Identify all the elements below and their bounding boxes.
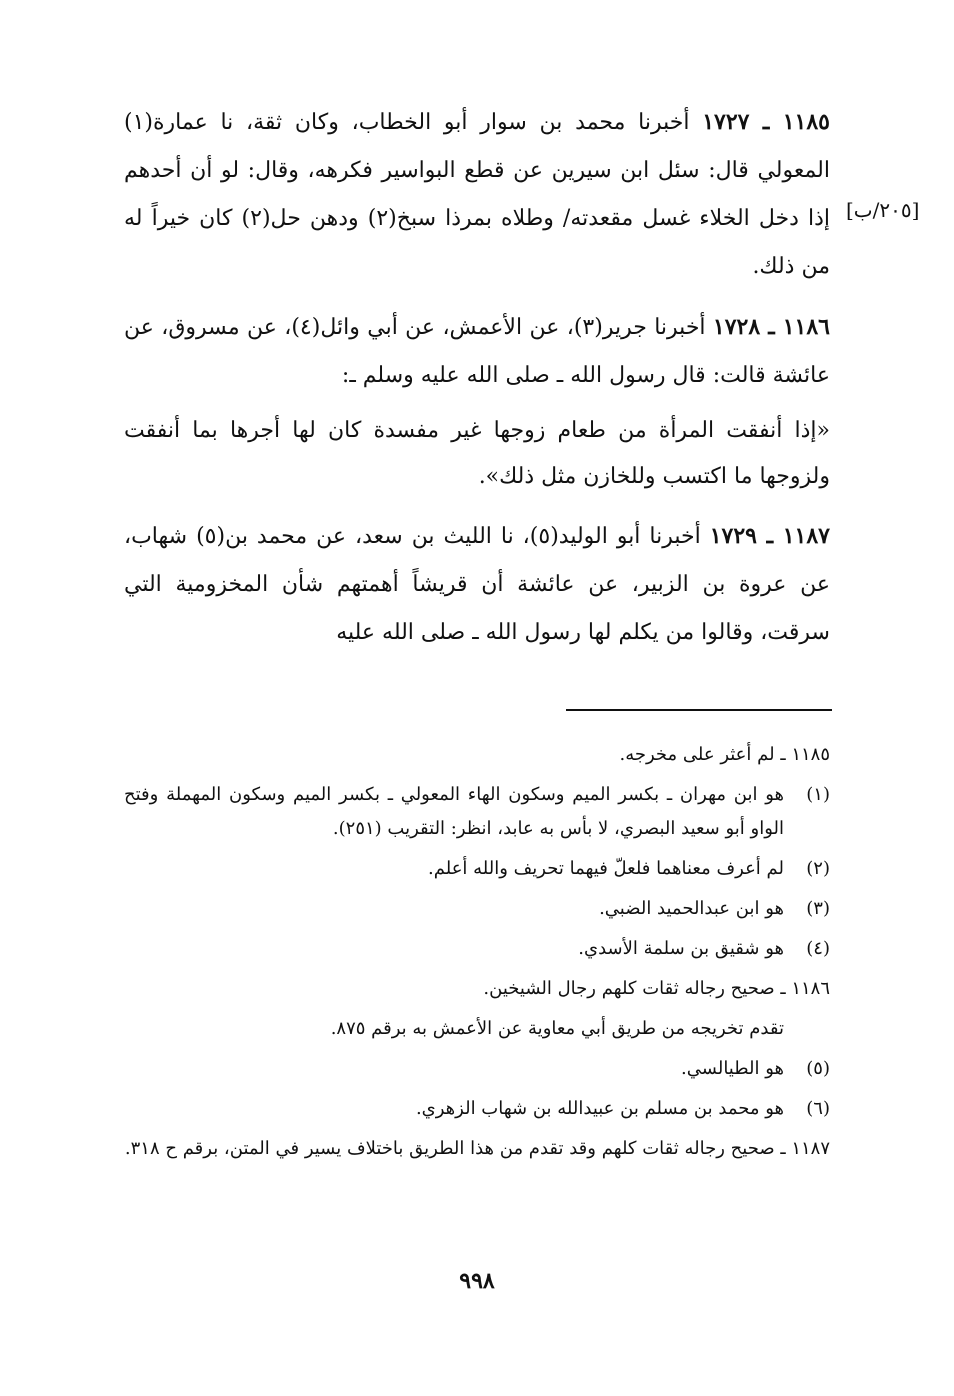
footnote-text: ١١٨٦ ـ صحيح رجاله ثقات كلهم رجال الشيخين.	[483, 978, 830, 999]
footnote	[124, 1132, 830, 1166]
footnote	[124, 892, 830, 926]
footnote	[124, 778, 830, 846]
main-text	[124, 98, 830, 657]
hadith-quote: «إذا أنفقت المرأة من طعام زوجها غير مفسدة كان لها أجرها بما أنفقت ولزوجها ما اكتسب وللخازن مثل ذلك».	[124, 418, 830, 489]
footnote-text: ١١٨٧ ـ صحيح رجاله ثقات كلهم وقد تقدم من هذا الطريق باختلاف يسير في المتن، برقم ح ٣١٨.	[124, 1138, 830, 1159]
footnote-number: (٦)	[806, 1098, 830, 1119]
footnote	[124, 1052, 830, 1086]
hadith-paragraph-1185	[124, 98, 830, 291]
footnote	[124, 1012, 830, 1046]
footnote-number: (٢)	[806, 858, 830, 879]
page-number: ٩٩٨	[459, 1268, 495, 1294]
footnote-number: (٤)	[806, 938, 830, 959]
footnote	[124, 932, 830, 966]
footnote-number: (٣)	[806, 898, 830, 919]
hadith-paragraph-1186	[124, 303, 830, 400]
footnote	[124, 852, 830, 886]
footnotes	[124, 738, 830, 1172]
footnote	[124, 738, 830, 772]
footnote-text: هو ابن عبدالحميد الضبي.	[599, 898, 784, 919]
footnote-number: (١)	[806, 784, 830, 805]
footnote-text: ١١٨٥ ـ لم أعثر على مخرجه.	[619, 744, 830, 765]
footnote-text: لم أعرف معناهما فلعلّ فيهما تحريف والله أعلم.	[428, 858, 784, 879]
footnote-text: تقدم تخريجه من طريق أبي معاوية عن الأعمش به برقم ٨٧٥.	[330, 1018, 784, 1039]
footnote	[124, 1092, 830, 1126]
hadith-text: أخبرنا محمد بن سوار أبو الخطاب، وكان ثقة، نا عمارة(١) المعولي قال: سئل ابن سيرين عن قطع البواسير فكرهه، وقال: لو أن أحدهم إذا دخل الخلاء غسل مقعدته/ وطلاه بمرذا سبخ(٢) ودهن حل(٢) كان خيراً له من ذلك.	[124, 110, 830, 279]
hadith-number: ١١٨٦ ـ ١٧٢٨	[712, 314, 830, 340]
footnote-separator	[566, 709, 832, 711]
hadith-text: أخبرنا أبو الوليد(٥)، نا الليث بن سعد، عن محمد بن(٥) شهاب، عن عروة بن الزبير، عن عائشة أن قريشاً أهمتهم شأن المخزومية التي سرقت، وقالوا من يكلم لها رسول الله ـ صلى الله عليه	[124, 524, 830, 645]
hadith-paragraph-1187	[124, 512, 830, 657]
hadith-number: ١١٨٧ ـ ١٧٢٩	[709, 523, 830, 549]
footnote-text: هو محمد بن مسلم بن عبيدالله بن شهاب الزهري.	[415, 1098, 784, 1119]
footnote-text: هو الطيالسي.	[681, 1058, 784, 1079]
footnote-text: هو ابن مهران ـ بكسر الميم وسكون الهاء المعولي ـ بكسر الميم وسكون المهملة وفتح الواو أبو سعيد البصري، لا بأس به عابد، انظر: التقريب (٢٥١).	[124, 784, 784, 839]
hadith-text: أخبرنا جرير(٣)، عن الأعمش، عن أبي وائل(٤)، عن مسروق، عن عائشة قالت: قال رسول الله ـ صلى الله عليه وسلم ـ:	[124, 315, 830, 388]
footnote	[124, 972, 830, 1006]
footnote-text: هو شقيق بن سلمة الأسدي.	[578, 938, 784, 959]
footnote-number: (٥)	[806, 1058, 830, 1079]
manuscript-folio-marker: [٢٠٥/ب]	[846, 198, 920, 222]
hadith-number: ١١٨٥ ـ ١٧٢٧	[702, 109, 830, 135]
